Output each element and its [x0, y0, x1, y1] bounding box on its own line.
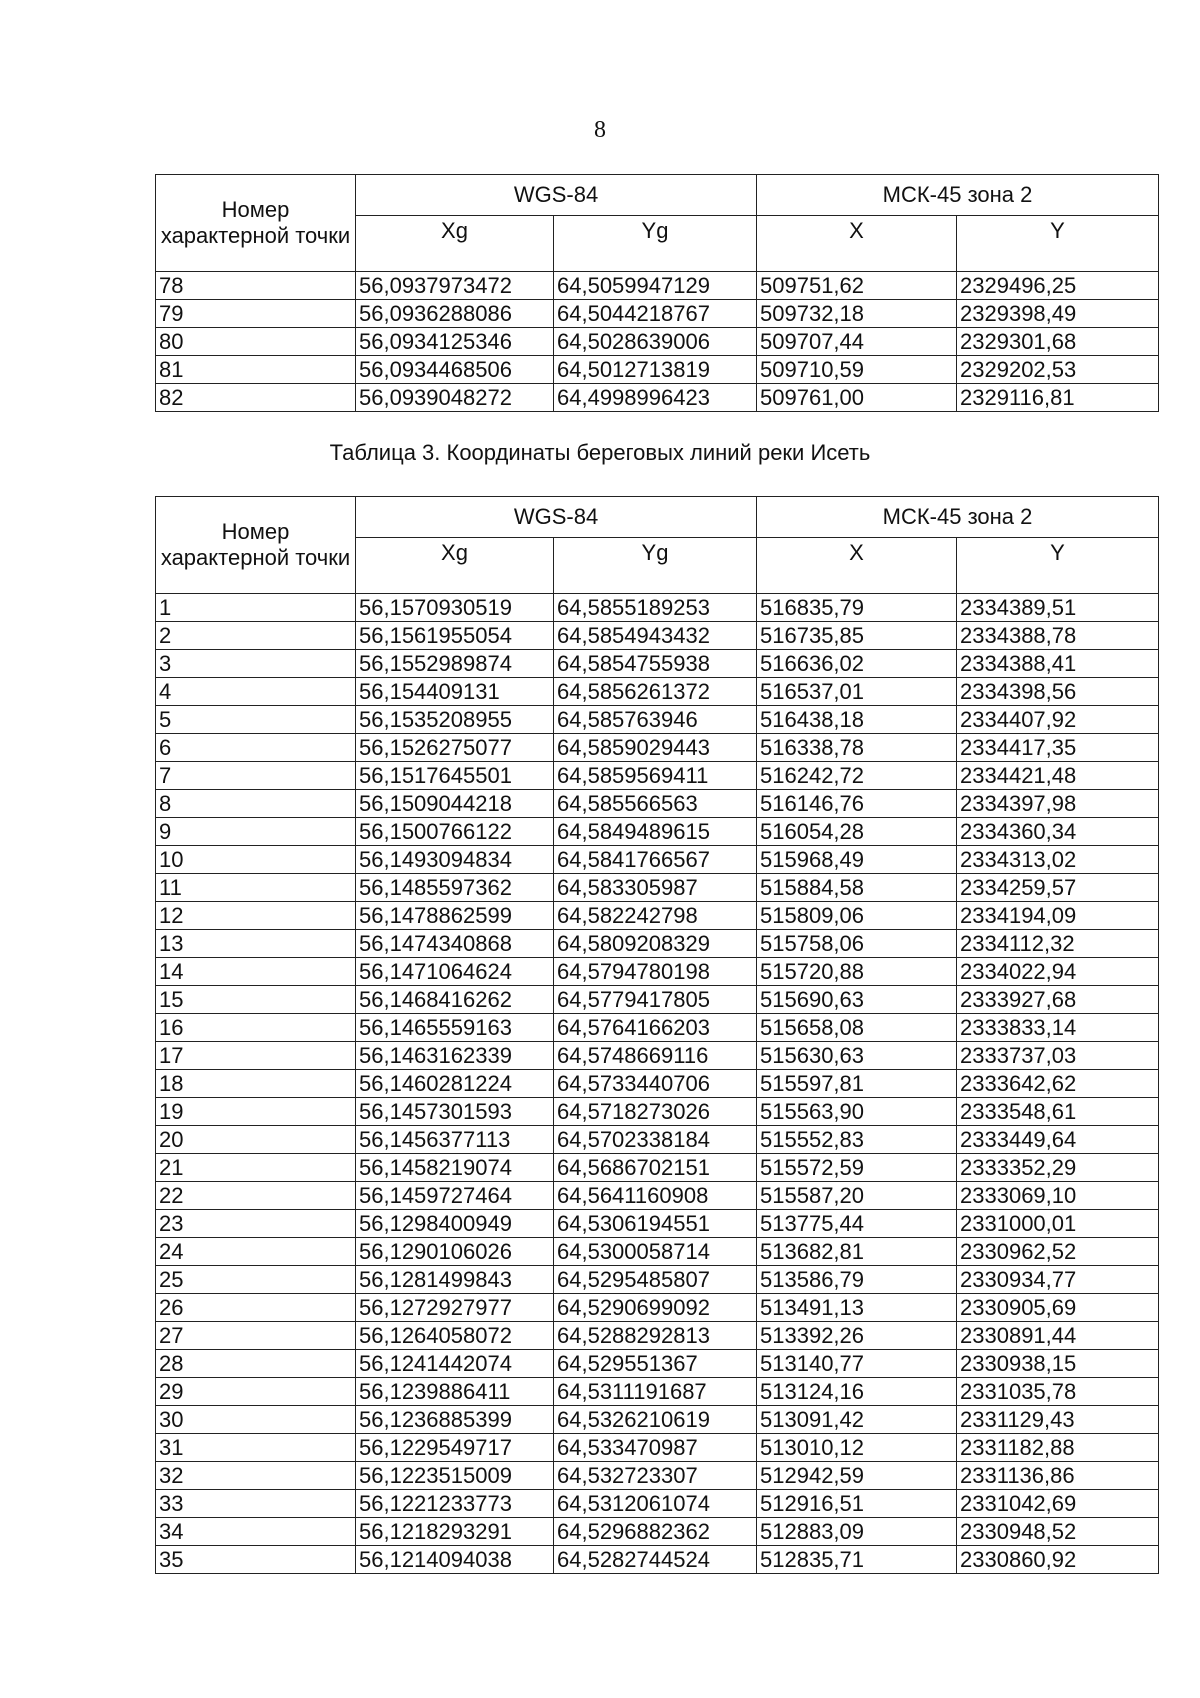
cell-point-number: 33 [156, 1490, 356, 1518]
cell-y: 2330962,52 [957, 1238, 1159, 1266]
cell-yg: 64,5641160908 [554, 1182, 757, 1210]
cell-x: 515587,20 [757, 1182, 957, 1210]
cell-point-number: 32 [156, 1462, 356, 1490]
cell-y: 2334194,09 [957, 902, 1159, 930]
table-row [156, 1070, 1159, 1098]
cell-x: 509710,59 [757, 356, 957, 384]
table-row [156, 790, 1159, 818]
cell-x: 515884,58 [757, 874, 957, 902]
cell-yg: 64,5718273026 [554, 1098, 757, 1126]
cell-y: 2329301,68 [957, 328, 1159, 356]
cell-point-number: 5 [156, 706, 356, 734]
cell-xg: 56,1281499843 [356, 1266, 554, 1294]
cell-y: 2331035,78 [957, 1378, 1159, 1406]
cell-xg: 56,1460281224 [356, 1070, 554, 1098]
table-row [156, 1462, 1159, 1490]
cell-yg: 64,5312061074 [554, 1490, 757, 1518]
table-row [156, 958, 1159, 986]
table-row [156, 356, 1159, 384]
cell-xg: 56,1241442074 [356, 1350, 554, 1378]
cell-xg: 56,1236885399 [356, 1406, 554, 1434]
cell-point-number: 19 [156, 1098, 356, 1126]
header-y: Y [957, 538, 1159, 594]
cell-xg: 56,1478862599 [356, 902, 554, 930]
table-row [156, 622, 1159, 650]
cell-x: 515690,63 [757, 986, 957, 1014]
cell-x: 516537,01 [757, 678, 957, 706]
cell-x: 516338,78 [757, 734, 957, 762]
cell-xg: 56,1457301593 [356, 1098, 554, 1126]
cell-xg: 56,1465559163 [356, 1014, 554, 1042]
cell-xg: 56,1468416262 [356, 986, 554, 1014]
cell-xg: 56,0937973472 [356, 272, 554, 300]
cell-xg: 56,1526275077 [356, 734, 554, 762]
cell-x: 512883,09 [757, 1518, 957, 1546]
cell-y: 2334022,94 [957, 958, 1159, 986]
cell-y: 2331129,43 [957, 1406, 1159, 1434]
header-msk45: МСК-45 зона 2 [757, 175, 1159, 216]
table-row [156, 818, 1159, 846]
table-row [156, 1490, 1159, 1518]
cell-x: 509761,00 [757, 384, 957, 412]
table-row [156, 1154, 1159, 1182]
cell-yg: 64,5733440706 [554, 1070, 757, 1098]
cell-y: 2331042,69 [957, 1490, 1159, 1518]
cell-y: 2333642,62 [957, 1070, 1159, 1098]
cell-x: 516242,72 [757, 762, 957, 790]
table-row [156, 734, 1159, 762]
cell-yg: 64,5044218767 [554, 300, 757, 328]
cell-point-number: 15 [156, 986, 356, 1014]
table-row [156, 1350, 1159, 1378]
cell-xg: 56,1229549717 [356, 1434, 554, 1462]
cell-x: 515597,81 [757, 1070, 957, 1098]
cell-yg: 64,5296882362 [554, 1518, 757, 1546]
cell-x: 516835,79 [757, 594, 957, 622]
cell-yg: 64,5849489615 [554, 818, 757, 846]
cell-xg: 56,1290106026 [356, 1238, 554, 1266]
table-row [156, 1238, 1159, 1266]
cell-xg: 56,1458219074 [356, 1154, 554, 1182]
cell-point-number: 25 [156, 1266, 356, 1294]
cell-yg: 64,5702338184 [554, 1126, 757, 1154]
table-row [156, 1294, 1159, 1322]
header-y: Y [957, 216, 1159, 272]
cell-point-number: 8 [156, 790, 356, 818]
table-row [156, 706, 1159, 734]
cell-x: 513586,79 [757, 1266, 957, 1294]
cell-point-number: 16 [156, 1014, 356, 1042]
cell-y: 2334112,32 [957, 930, 1159, 958]
cell-y: 2330948,52 [957, 1518, 1159, 1546]
cell-yg: 64,5311191687 [554, 1378, 757, 1406]
cell-yg: 64,5764166203 [554, 1014, 757, 1042]
table-row [156, 930, 1159, 958]
cell-point-number: 27 [156, 1322, 356, 1350]
cell-x: 509707,44 [757, 328, 957, 356]
cell-point-number: 4 [156, 678, 356, 706]
cell-xg: 56,1456377113 [356, 1126, 554, 1154]
cell-y: 2329202,53 [957, 356, 1159, 384]
cell-xg: 56,1471064624 [356, 958, 554, 986]
cell-xg: 56,154409131 [356, 678, 554, 706]
cell-yg: 64,583305987 [554, 874, 757, 902]
cell-y: 2333737,03 [957, 1042, 1159, 1070]
cell-point-number: 26 [156, 1294, 356, 1322]
cell-point-number: 21 [156, 1154, 356, 1182]
cell-xg: 56,1239886411 [356, 1378, 554, 1406]
cell-x: 515720,88 [757, 958, 957, 986]
cell-y: 2333833,14 [957, 1014, 1159, 1042]
coordinates-table-iset [155, 496, 1159, 1574]
cell-yg: 64,585763946 [554, 706, 757, 734]
cell-xg: 56,1517645501 [356, 762, 554, 790]
header-x: X [757, 538, 957, 594]
cell-xg: 56,1509044218 [356, 790, 554, 818]
cell-y: 2333352,29 [957, 1154, 1159, 1182]
cell-y: 2330938,15 [957, 1350, 1159, 1378]
cell-y: 2334397,98 [957, 790, 1159, 818]
cell-point-number: 2 [156, 622, 356, 650]
header-point-number: Номер характерной точки [156, 175, 356, 272]
header-wgs84: WGS-84 [356, 497, 757, 538]
cell-point-number: 6 [156, 734, 356, 762]
table-body [156, 594, 1159, 1574]
table-row [156, 328, 1159, 356]
cell-x: 513491,13 [757, 1294, 957, 1322]
cell-point-number: 9 [156, 818, 356, 846]
cell-point-number: 14 [156, 958, 356, 986]
table-row [156, 986, 1159, 1014]
cell-y: 2331000,01 [957, 1210, 1159, 1238]
table-row [156, 846, 1159, 874]
cell-x: 513124,16 [757, 1378, 957, 1406]
cell-yg: 64,5290699092 [554, 1294, 757, 1322]
cell-y: 2330905,69 [957, 1294, 1159, 1322]
cell-point-number: 18 [156, 1070, 356, 1098]
cell-xg: 56,1221233773 [356, 1490, 554, 1518]
cell-xg: 56,1474340868 [356, 930, 554, 958]
cell-xg: 56,1493094834 [356, 846, 554, 874]
cell-point-number: 80 [156, 328, 356, 356]
cell-x: 516054,28 [757, 818, 957, 846]
cell-y: 2329496,25 [957, 272, 1159, 300]
header-msk45: МСК-45 зона 2 [757, 497, 1159, 538]
header-yg: Yg [554, 538, 757, 594]
cell-yg: 64,5288292813 [554, 1322, 757, 1350]
cell-point-number: 34 [156, 1518, 356, 1546]
cell-yg: 64,5059947129 [554, 272, 757, 300]
header-yg: Yg [554, 216, 757, 272]
cell-point-number: 7 [156, 762, 356, 790]
cell-point-number: 35 [156, 1546, 356, 1574]
cell-yg: 64,532723307 [554, 1462, 757, 1490]
cell-xg: 56,1535208955 [356, 706, 554, 734]
cell-x: 515809,06 [757, 902, 957, 930]
cell-y: 2330860,92 [957, 1546, 1159, 1574]
cell-y: 2330891,44 [957, 1322, 1159, 1350]
cell-y: 2334313,02 [957, 846, 1159, 874]
cell-xg: 56,1218293291 [356, 1518, 554, 1546]
cell-yg: 64,585566563 [554, 790, 757, 818]
header-point-number: Номер характерной точки [156, 497, 356, 594]
cell-x: 515630,63 [757, 1042, 957, 1070]
header-xg: Xg [356, 216, 554, 272]
cell-yg: 64,5282744524 [554, 1546, 757, 1574]
cell-xg: 56,1570930519 [356, 594, 554, 622]
cell-x: 516438,18 [757, 706, 957, 734]
table-row [156, 1266, 1159, 1294]
table-row [156, 762, 1159, 790]
cell-y: 2330934,77 [957, 1266, 1159, 1294]
table-row [156, 1098, 1159, 1126]
table-row [156, 272, 1159, 300]
cell-x: 512942,59 [757, 1462, 957, 1490]
cell-point-number: 1 [156, 594, 356, 622]
table-row [156, 874, 1159, 902]
cell-yg: 64,533470987 [554, 1434, 757, 1462]
cell-point-number: 29 [156, 1378, 356, 1406]
table-row [156, 1518, 1159, 1546]
cell-xg: 56,1214094038 [356, 1546, 554, 1574]
cell-x: 515968,49 [757, 846, 957, 874]
cell-x: 509751,62 [757, 272, 957, 300]
cell-xg: 56,1298400949 [356, 1210, 554, 1238]
cell-xg: 56,1223515009 [356, 1462, 554, 1490]
cell-yg: 64,5809208329 [554, 930, 757, 958]
cell-y: 2334407,92 [957, 706, 1159, 734]
cell-yg: 64,5854755938 [554, 650, 757, 678]
cell-yg: 64,5028639006 [554, 328, 757, 356]
cell-x: 516735,85 [757, 622, 957, 650]
table-row [156, 678, 1159, 706]
cell-x: 513775,44 [757, 1210, 957, 1238]
cell-x: 515658,08 [757, 1014, 957, 1042]
cell-point-number: 30 [156, 1406, 356, 1434]
cell-x: 513091,42 [757, 1406, 957, 1434]
cell-point-number: 24 [156, 1238, 356, 1266]
table-row [156, 1182, 1159, 1210]
cell-x: 513682,81 [757, 1238, 957, 1266]
cell-x: 513392,26 [757, 1322, 957, 1350]
cell-yg: 64,5859569411 [554, 762, 757, 790]
cell-xg: 56,1500766122 [356, 818, 554, 846]
cell-point-number: 11 [156, 874, 356, 902]
cell-xg: 56,1272927977 [356, 1294, 554, 1322]
cell-point-number: 20 [156, 1126, 356, 1154]
cell-y: 2334388,41 [957, 650, 1159, 678]
cell-xg: 56,1552989874 [356, 650, 554, 678]
cell-y: 2329398,49 [957, 300, 1159, 328]
cell-yg: 64,5794780198 [554, 958, 757, 986]
cell-y: 2334360,34 [957, 818, 1159, 846]
cell-yg: 64,5300058714 [554, 1238, 757, 1266]
cell-yg: 64,5295485807 [554, 1266, 757, 1294]
cell-yg: 64,5856261372 [554, 678, 757, 706]
cell-x: 513140,77 [757, 1350, 957, 1378]
table-row [156, 1406, 1159, 1434]
cell-yg: 64,5779417805 [554, 986, 757, 1014]
cell-point-number: 31 [156, 1434, 356, 1462]
cell-y: 2334417,35 [957, 734, 1159, 762]
cell-point-number: 81 [156, 356, 356, 384]
table-caption: Таблица 3. Координаты береговых линий реки Исеть [329, 440, 871, 465]
cell-yg: 64,582242798 [554, 902, 757, 930]
cell-xg: 56,0939048272 [356, 384, 554, 412]
cell-y: 2331182,88 [957, 1434, 1159, 1462]
cell-xg: 56,0934125346 [356, 328, 554, 356]
cell-point-number: 78 [156, 272, 356, 300]
cell-y: 2333927,68 [957, 986, 1159, 1014]
table-row [156, 594, 1159, 622]
table-row [156, 1434, 1159, 1462]
cell-point-number: 79 [156, 300, 356, 328]
cell-x: 516146,76 [757, 790, 957, 818]
cell-x: 515552,83 [757, 1126, 957, 1154]
table-row [156, 650, 1159, 678]
table-row [156, 902, 1159, 930]
table-row [156, 1378, 1159, 1406]
cell-y: 2333449,64 [957, 1126, 1159, 1154]
table-row [156, 1322, 1159, 1350]
table-row [156, 1014, 1159, 1042]
table-row [156, 1042, 1159, 1070]
header-xg: Xg [356, 538, 554, 594]
cell-y: 2334388,78 [957, 622, 1159, 650]
cell-x: 515758,06 [757, 930, 957, 958]
cell-point-number: 17 [156, 1042, 356, 1070]
cell-y: 2329116,81 [957, 384, 1159, 412]
cell-yg: 64,5306194551 [554, 1210, 757, 1238]
cell-y: 2333548,61 [957, 1098, 1159, 1126]
cell-y: 2334389,51 [957, 594, 1159, 622]
table-row [156, 300, 1159, 328]
cell-x: 512835,71 [757, 1546, 957, 1574]
header-x: X [757, 216, 957, 272]
cell-x: 516636,02 [757, 650, 957, 678]
cell-point-number: 22 [156, 1182, 356, 1210]
cell-point-number: 82 [156, 384, 356, 412]
table-body [156, 272, 1159, 412]
cell-x: 509732,18 [757, 300, 957, 328]
cell-yg: 64,5686702151 [554, 1154, 757, 1182]
cell-y: 2331136,86 [957, 1462, 1159, 1490]
cell-x: 515563,90 [757, 1098, 957, 1126]
table-row [156, 1210, 1159, 1238]
cell-yg: 64,5748669116 [554, 1042, 757, 1070]
cell-y: 2334398,56 [957, 678, 1159, 706]
cell-y: 2334259,57 [957, 874, 1159, 902]
cell-point-number: 13 [156, 930, 356, 958]
cell-xg: 56,0934468506 [356, 356, 554, 384]
cell-x: 513010,12 [757, 1434, 957, 1462]
cell-yg: 64,5855189253 [554, 594, 757, 622]
page-number: 8 [594, 117, 606, 143]
cell-yg: 64,5012713819 [554, 356, 757, 384]
cell-yg: 64,5326210619 [554, 1406, 757, 1434]
cell-yg: 64,4998996423 [554, 384, 757, 412]
cell-xg: 56,1485597362 [356, 874, 554, 902]
header-wgs84: WGS-84 [356, 175, 757, 216]
cell-yg: 64,5841766567 [554, 846, 757, 874]
cell-xg: 56,1459727464 [356, 1182, 554, 1210]
cell-yg: 64,5859029443 [554, 734, 757, 762]
cell-yg: 64,529551367 [554, 1350, 757, 1378]
cell-y: 2334421,48 [957, 762, 1159, 790]
cell-point-number: 10 [156, 846, 356, 874]
cell-point-number: 28 [156, 1350, 356, 1378]
cell-xg: 56,1561955054 [356, 622, 554, 650]
table-row [156, 1546, 1159, 1574]
cell-xg: 56,1463162339 [356, 1042, 554, 1070]
table-row [156, 1126, 1159, 1154]
cell-xg: 56,0936288086 [356, 300, 554, 328]
cell-yg: 64,5854943432 [554, 622, 757, 650]
table-row [156, 384, 1159, 412]
cell-point-number: 12 [156, 902, 356, 930]
cell-x: 515572,59 [757, 1154, 957, 1182]
cell-point-number: 3 [156, 650, 356, 678]
cell-xg: 56,1264058072 [356, 1322, 554, 1350]
cell-y: 2333069,10 [957, 1182, 1159, 1210]
cell-x: 512916,51 [757, 1490, 957, 1518]
cell-point-number: 23 [156, 1210, 356, 1238]
coordinates-table-continued [155, 174, 1159, 412]
